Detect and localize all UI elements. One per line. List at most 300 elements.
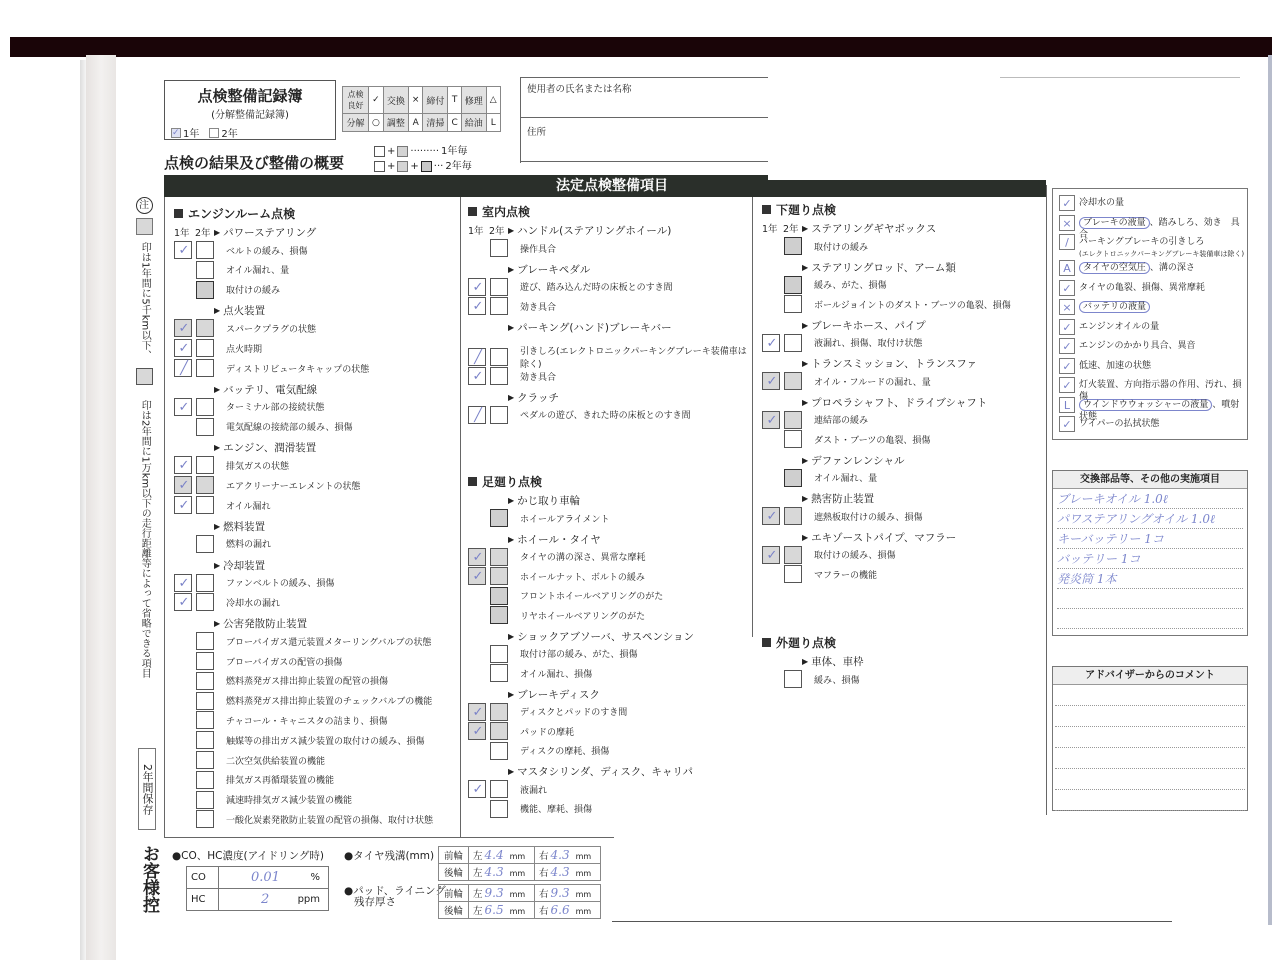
replaced-part-line[interactable] <box>1057 609 1243 629</box>
check-box[interactable]: A <box>1059 260 1075 276</box>
check-box[interactable] <box>468 548 486 566</box>
check-box[interactable] <box>490 664 508 682</box>
check-box[interactable] <box>196 593 214 611</box>
group-heading <box>508 532 601 547</box>
item-label: パッドの摩耗 <box>520 727 575 738</box>
group-title: ステアリングロッド、アーム類 <box>811 261 956 274</box>
item-label: 排気ガスの状態 <box>226 461 290 472</box>
group-heading <box>508 687 600 702</box>
group-heading <box>802 260 956 275</box>
item-label: ボールジョイントのダスト・ブーツの亀裂、損傷 <box>814 300 1011 311</box>
item-label: ディストリビュータキャップの状態 <box>226 364 370 375</box>
label-text: エンジンオイルの量 <box>1079 321 1160 332</box>
check-box[interactable] <box>490 567 508 585</box>
retention-label: 2年間保存 <box>138 748 156 830</box>
legend-label: 分解 <box>343 114 369 132</box>
triangle-bullet-icon: ▶ <box>802 320 809 330</box>
item-label: 効き具合 <box>520 372 557 383</box>
measurement-value: 6.5 <box>484 903 504 917</box>
daily-check-label <box>1079 358 1151 372</box>
measurement-cell[interactable] <box>535 885 601 902</box>
daily-check-label <box>1079 319 1159 333</box>
check-box[interactable] <box>468 367 486 385</box>
note-circle-icon: 注 <box>136 197 153 214</box>
daily-check-label <box>1079 338 1196 352</box>
check-box[interactable] <box>196 281 214 299</box>
item-label: 二次空気供給装置の機能 <box>226 756 326 767</box>
group-heading <box>802 356 977 371</box>
label-text: タイヤの亀裂、損傷、異常摩耗 <box>1079 282 1205 293</box>
daily-checks-panel <box>1052 188 1248 440</box>
check-box[interactable] <box>762 372 780 390</box>
side-label: 右 <box>539 868 549 879</box>
book-gutter <box>86 55 116 960</box>
check-box[interactable] <box>174 398 192 416</box>
group-heading <box>802 491 874 506</box>
item-label: 電気配線の接続部の緩み、損傷 <box>226 423 353 434</box>
unit-label: mm <box>575 852 592 861</box>
check-box[interactable] <box>196 496 214 514</box>
check-box[interactable] <box>174 476 192 494</box>
triangle-bullet-icon: ▶ <box>508 496 515 505</box>
check-box[interactable] <box>174 339 192 357</box>
item-label: オイル・フルードの漏れ、量 <box>814 377 931 388</box>
triangle-bullet-icon: ▶ <box>214 228 221 237</box>
slash-mark-icon: ╱ <box>474 349 482 365</box>
measurement-cell[interactable] <box>535 847 601 864</box>
section-banner-cont <box>768 180 1046 197</box>
check-box[interactable] <box>196 476 214 494</box>
slash-mark-icon: ╱ <box>180 361 188 376</box>
triangle-bullet-icon: ▶ <box>802 359 809 368</box>
check-box[interactable] <box>784 276 802 294</box>
col-header-1yr: 1年 <box>174 228 190 239</box>
check-box[interactable] <box>196 791 214 809</box>
check-box[interactable] <box>468 722 486 740</box>
check-box[interactable] <box>784 670 802 688</box>
copy-label: お客様控 <box>139 845 159 913</box>
owner-fields <box>520 77 768 163</box>
item-label: 冷却水の漏れ <box>226 598 281 609</box>
check-box[interactable] <box>174 319 192 337</box>
legend-symbol: ○ <box>369 114 384 132</box>
triangle-bullet-icon: ▶ <box>508 534 515 544</box>
check-box[interactable] <box>490 348 508 366</box>
item-label: 取付けの緩み <box>226 286 281 297</box>
check-box[interactable] <box>490 606 508 624</box>
group-title: 燃料装置 <box>223 520 266 533</box>
comment-line[interactable] <box>1055 685 1245 706</box>
col-divider <box>752 197 753 637</box>
check-box[interactable] <box>490 297 508 315</box>
replaced-part-line[interactable] <box>1057 589 1243 609</box>
group-title: ブレーキペダル <box>517 263 591 276</box>
group-title: 点火装置 <box>223 305 266 318</box>
check-box[interactable] <box>490 509 508 527</box>
group-title: 冷却装置 <box>223 559 266 572</box>
box-shaded-icon <box>136 218 153 235</box>
triangle-bullet-icon: ▶ <box>214 384 221 394</box>
item-label: 排気ガス再循環装置の機能 <box>226 776 335 787</box>
check-box[interactable]: / <box>1059 234 1075 250</box>
bottom-edge-line <box>612 921 1172 922</box>
check-box[interactable] <box>196 535 214 553</box>
checkmark-icon: ✓ <box>472 704 484 720</box>
check-box[interactable] <box>174 241 192 259</box>
checkmark-icon: ✓ <box>178 478 190 494</box>
check-box[interactable] <box>468 703 486 721</box>
replaced-part-line[interactable]: パワステアリングオイル 1.0ℓ <box>1057 509 1243 529</box>
hc-label: HC <box>187 889 219 911</box>
check-box[interactable] <box>196 771 214 789</box>
checkmark-icon: ✓ <box>472 369 484 384</box>
check-box[interactable] <box>490 742 508 760</box>
group-title: エキゾーストパイプ、マフラー <box>811 531 957 544</box>
check-box[interactable] <box>196 261 214 279</box>
slash-mark-icon: ╱ <box>474 407 482 423</box>
item-label: オイル漏れ <box>226 501 271 512</box>
side-label: 右 <box>539 851 549 862</box>
item-label: オイル漏れ、損傷 <box>520 669 593 680</box>
comment-line[interactable] <box>1055 748 1245 769</box>
check-box[interactable] <box>196 339 214 357</box>
item-label: 遊び、踏み込んだ時の床板とのすき間 <box>520 283 673 293</box>
check-box[interactable]: ✓ <box>1059 377 1075 393</box>
legend-label: 調整 <box>383 114 408 132</box>
check-box[interactable]: ✓ <box>1059 358 1075 374</box>
check-box[interactable] <box>784 469 802 487</box>
item-label: 触媒等の排出ガス減少装置の取付けの緩み、損傷 <box>226 736 425 747</box>
group-title: パワーステアリング <box>223 227 317 239</box>
co-value[interactable]: 0.01 % <box>219 867 329 889</box>
item-label: オイル漏れ、量 <box>814 474 878 484</box>
interval-legend: + ········· 1年毎 + + ··· 2年毎 <box>374 144 472 174</box>
replaced-part-line[interactable]: バッテリー 1コ <box>1057 549 1243 569</box>
measurement-row <box>439 864 601 881</box>
item-label: ブローバイガス還元装置メターリングバルブの状態 <box>226 637 432 648</box>
check-box[interactable] <box>784 295 802 313</box>
triangle-bullet-icon: ▶ <box>802 494 809 503</box>
check-box[interactable] <box>784 430 802 448</box>
replaced-part-line[interactable]: キーバッテリー 1コ <box>1057 529 1243 549</box>
side-label: 左 <box>473 868 483 879</box>
owner-address-field[interactable]: 住所 <box>521 118 768 162</box>
legend-symbol: C <box>448 114 461 132</box>
check-box[interactable]: ✓ <box>1059 195 1075 211</box>
item-label: ターミナル部の接続状態 <box>226 403 325 414</box>
item-label: 連結部の緩み <box>814 416 869 426</box>
item-label: ディスクとパッドのすき間 <box>520 708 628 718</box>
check-box[interactable] <box>196 632 214 650</box>
summary-title: 点検の結果及び整備の概要 <box>164 154 345 172</box>
group-title: マスタシリンダ、ディスク、キャリパ <box>517 766 694 778</box>
label-rest: 、噴射状態 <box>1079 399 1240 422</box>
check-box[interactable] <box>490 703 508 721</box>
owner-name-field[interactable]: 使用者の氏名または名称 <box>521 78 768 118</box>
group-title: かじ取り車輪 <box>517 495 581 507</box>
symbol-legend <box>342 86 501 132</box>
check-box[interactable] <box>196 731 214 749</box>
daily-check-label <box>1079 299 1150 313</box>
frame-left <box>164 197 165 837</box>
label-text: 冷却水の量 <box>1079 198 1125 208</box>
check-box[interactable] <box>196 574 214 592</box>
triangle-bullet-icon: ▶ <box>214 443 221 453</box>
col-header-2yr: 2年 <box>195 228 211 239</box>
hc-value[interactable]: 2 ppm <box>219 889 329 911</box>
checkmark-icon: ✓ <box>178 498 190 513</box>
checkmark-icon: ✓ <box>472 569 484 584</box>
check-box[interactable] <box>490 645 508 663</box>
check-box[interactable] <box>784 334 802 352</box>
measurement-row <box>439 902 601 919</box>
item-label: チャコール・キャニスタの詰まり、損傷 <box>226 716 388 727</box>
check-box[interactable] <box>174 593 192 611</box>
group-heading <box>508 262 590 277</box>
group-heading <box>508 764 693 779</box>
check-box[interactable]: × <box>1059 299 1075 315</box>
check-box[interactable] <box>468 567 486 585</box>
group-title: 熱害防止装置 <box>811 493 875 505</box>
daily-check-label <box>1079 280 1205 294</box>
co-hc-title: ●CO、HC濃度(アイドリング時) <box>172 850 325 862</box>
section-heading <box>762 634 836 651</box>
label-note: (エレクトロニックパーキングブレーキ装備車は除く) <box>1079 250 1245 258</box>
check-box[interactable] <box>762 507 780 525</box>
check-box[interactable] <box>490 800 508 818</box>
check-box[interactable] <box>490 239 508 257</box>
legend-label: 修理 <box>461 87 486 114</box>
replaced-part-line[interactable]: ブレーキオイル 1.0ℓ <box>1057 489 1243 509</box>
item-label: 効き具合 <box>520 302 557 313</box>
replaced-parts-panel <box>1052 470 1248 636</box>
triangle-bullet-icon: ▶ <box>802 224 809 233</box>
triangle-bullet-icon: ▶ <box>802 657 809 666</box>
item-label: ホイールアライメント <box>520 514 610 525</box>
check-box[interactable] <box>490 367 508 385</box>
item-label: ファンベルトの緩み、損傷 <box>226 579 335 590</box>
check-box[interactable] <box>196 398 214 416</box>
check-box[interactable] <box>762 334 780 352</box>
checkmark-icon: ✓ <box>178 458 190 474</box>
check-box[interactable] <box>784 565 802 583</box>
year-option-2[interactable]: 2年 <box>209 125 237 140</box>
check-box[interactable] <box>196 241 214 259</box>
measurement-cell[interactable] <box>535 902 601 919</box>
check-box[interactable]: ✓ <box>1059 338 1075 354</box>
measurement-cell[interactable] <box>469 885 535 902</box>
group-heading <box>802 221 936 236</box>
side-label: 左 <box>473 906 483 917</box>
box-shaded-icon <box>397 161 408 172</box>
group-heading <box>214 558 265 573</box>
replaced-part-line[interactable]: 発炎筒 1本 <box>1057 569 1243 589</box>
section-title: エンジンルーム点検 <box>188 207 296 221</box>
group-heading <box>214 519 265 534</box>
comment-line[interactable] <box>1055 727 1245 748</box>
measurement-cell[interactable] <box>469 864 535 881</box>
item-label: ホイールナット、ボルトの緩み <box>520 572 645 583</box>
item-label: 取付け部の緩み、がた、損傷 <box>520 650 638 660</box>
legend-label: 交換 <box>383 87 408 114</box>
side-note-text1: 印は1年間に5千km以下、 <box>139 242 151 361</box>
check-box[interactable] <box>762 411 780 429</box>
check-box[interactable] <box>196 810 214 828</box>
check-box[interactable] <box>762 546 780 564</box>
triangle-bullet-icon: ▶ <box>802 262 809 272</box>
check-box[interactable] <box>196 652 214 670</box>
legend-symbol: L <box>486 114 500 132</box>
check-box[interactable] <box>784 237 802 255</box>
check-box[interactable] <box>196 692 214 710</box>
item-label: 一酸化炭素発散防止装置の配管の損傷、取付け状態 <box>226 815 434 826</box>
measurement-table <box>438 884 601 919</box>
item-label: ディスクの摩耗、損傷 <box>520 747 610 757</box>
check-box[interactable] <box>490 722 508 740</box>
group-title: ショックアブソーバ、サスペンション <box>517 630 695 643</box>
legend-symbol: △ <box>486 87 500 114</box>
check-box[interactable] <box>490 548 508 566</box>
checkmark-icon: ✓ <box>472 299 484 314</box>
box-dark-icon <box>421 161 432 172</box>
comment-line[interactable] <box>1055 769 1245 790</box>
check-box[interactable] <box>490 278 508 296</box>
label-text: パーキングブレーキの引きしろ <box>1079 237 1205 247</box>
section-title: 外廻り点検 <box>776 636 837 650</box>
comment-line[interactable] <box>1055 706 1245 727</box>
section-heading <box>762 201 836 218</box>
checkmark-icon: ✓ <box>472 782 484 797</box>
check-box[interactable] <box>784 411 802 429</box>
check-box[interactable] <box>196 672 214 690</box>
scanner-top-edge <box>10 37 1272 57</box>
item-label: 取付けの緩み <box>814 242 869 253</box>
group-title: ブレーキディスク <box>517 688 600 701</box>
check-box[interactable] <box>468 348 486 366</box>
legend-label: 給油 <box>461 114 486 132</box>
checkmark-icon: ✓ <box>178 575 190 591</box>
item-label: 引きしろ(エレクトロニックパーキングブレーキ装備車は除く) <box>520 346 747 370</box>
check-box[interactable] <box>196 456 214 474</box>
label-text: エンジンのかかり具合、異音 <box>1079 341 1196 351</box>
square-bullet-icon <box>762 638 771 647</box>
box-empty-icon <box>374 146 385 157</box>
comment-line[interactable] <box>1055 790 1245 811</box>
check-box[interactable] <box>468 406 486 424</box>
check-box[interactable] <box>174 456 192 474</box>
daily-check-item <box>1059 260 1245 276</box>
group-title: 車体、車枠 <box>811 656 864 668</box>
group-heading <box>802 654 864 669</box>
item-label: 液漏れ <box>520 785 548 796</box>
triangle-bullet-icon: ▶ <box>508 322 515 332</box>
group-title: クラッチ <box>517 391 559 404</box>
check-box[interactable] <box>196 711 214 729</box>
side-label: 左 <box>473 851 483 862</box>
checkmark-icon: ✓ <box>178 321 190 337</box>
group-title: ブレーキホース、パイプ <box>811 319 926 332</box>
item-label: 遮熱板取付けの緩み、損傷 <box>814 512 923 523</box>
check-box[interactable]: × <box>1059 215 1075 231</box>
section-banner: 法定点検整備項目 <box>164 175 768 197</box>
measurement-row <box>439 885 601 902</box>
triangle-bullet-icon: ▶ <box>802 455 809 465</box>
item-label: リヤホイールベアリングのがた <box>520 611 646 622</box>
group-title: バッテリ、電気配線 <box>223 383 318 396</box>
title-block <box>164 80 336 140</box>
year-option-1[interactable]: ✓ 1年 <box>172 127 200 140</box>
check-box[interactable] <box>174 359 192 377</box>
unit-label: mm <box>575 890 592 899</box>
check-box[interactable] <box>174 496 192 514</box>
group-title: パーキング(ハンド)ブレーキバー <box>517 321 672 334</box>
check-box[interactable] <box>784 546 802 564</box>
group-heading <box>508 223 671 238</box>
check-box[interactable] <box>196 359 214 377</box>
item-label: 減速時排気ガス減少装置の機能 <box>226 796 353 807</box>
check-box[interactable]: ✓ <box>1059 280 1075 296</box>
daily-check-item <box>1059 338 1245 354</box>
check-box[interactable] <box>490 780 508 798</box>
item-label: 点火時期 <box>226 344 263 355</box>
side-note-text2: 印は2年間に1万km以下の走行距離等によって省略できる項目 <box>139 399 151 679</box>
item-label: エアクリーナーエレメントの状態 <box>226 481 361 492</box>
checkmark-icon: ✓ <box>178 243 190 258</box>
measurement-cell[interactable] <box>469 902 535 919</box>
check-box[interactable] <box>196 751 214 769</box>
unit-label: mm <box>509 869 526 878</box>
check-box[interactable] <box>784 372 802 390</box>
item-label: スパークプラグの状態 <box>226 324 317 335</box>
check-box[interactable] <box>468 780 486 798</box>
check-box[interactable] <box>468 297 486 315</box>
section-title: 下廻り点検 <box>776 203 837 217</box>
col-header-2yr: 2年 <box>783 224 799 235</box>
check-box[interactable]: ✓ <box>1059 319 1075 335</box>
advisor-comment-title: アドバイザーからのコメント <box>1053 667 1247 685</box>
legend-label: 点検良好 <box>343 87 369 114</box>
check-box[interactable] <box>490 587 508 605</box>
triangle-bullet-icon: ▶ <box>214 521 221 531</box>
check-box[interactable] <box>468 278 486 296</box>
check-box[interactable]: ✓ <box>1059 416 1075 432</box>
circled-text: バッテリの液量 <box>1079 301 1150 313</box>
legend-symbol: T <box>448 87 461 114</box>
unit-label: mm <box>575 907 592 916</box>
checkmark-icon: ✓ <box>766 374 778 389</box>
checkbox-empty-icon <box>209 128 219 138</box>
check-box[interactable]: L <box>1059 397 1075 413</box>
measurement-row <box>439 847 601 864</box>
measurement-cell[interactable] <box>469 847 535 864</box>
unit-label: mm <box>575 869 592 878</box>
side-label: 右 <box>539 889 549 900</box>
daily-check-item <box>1059 195 1245 211</box>
check-box[interactable] <box>490 406 508 424</box>
check-box[interactable] <box>784 507 802 525</box>
measurement-cell[interactable] <box>535 864 601 881</box>
measurements-area <box>168 842 618 922</box>
daily-check-label <box>1079 416 1160 430</box>
check-box[interactable] <box>174 574 192 592</box>
check-box[interactable] <box>196 319 214 337</box>
checkmark-icon: ✓ <box>766 509 778 524</box>
item-label: 操作具合 <box>520 244 557 255</box>
check-box[interactable] <box>196 418 214 436</box>
triangle-bullet-icon: ▶ <box>508 767 515 776</box>
item-label: ペダルの遊び、きれた時の床板とのすき間 <box>520 411 691 421</box>
group-heading <box>508 493 580 508</box>
